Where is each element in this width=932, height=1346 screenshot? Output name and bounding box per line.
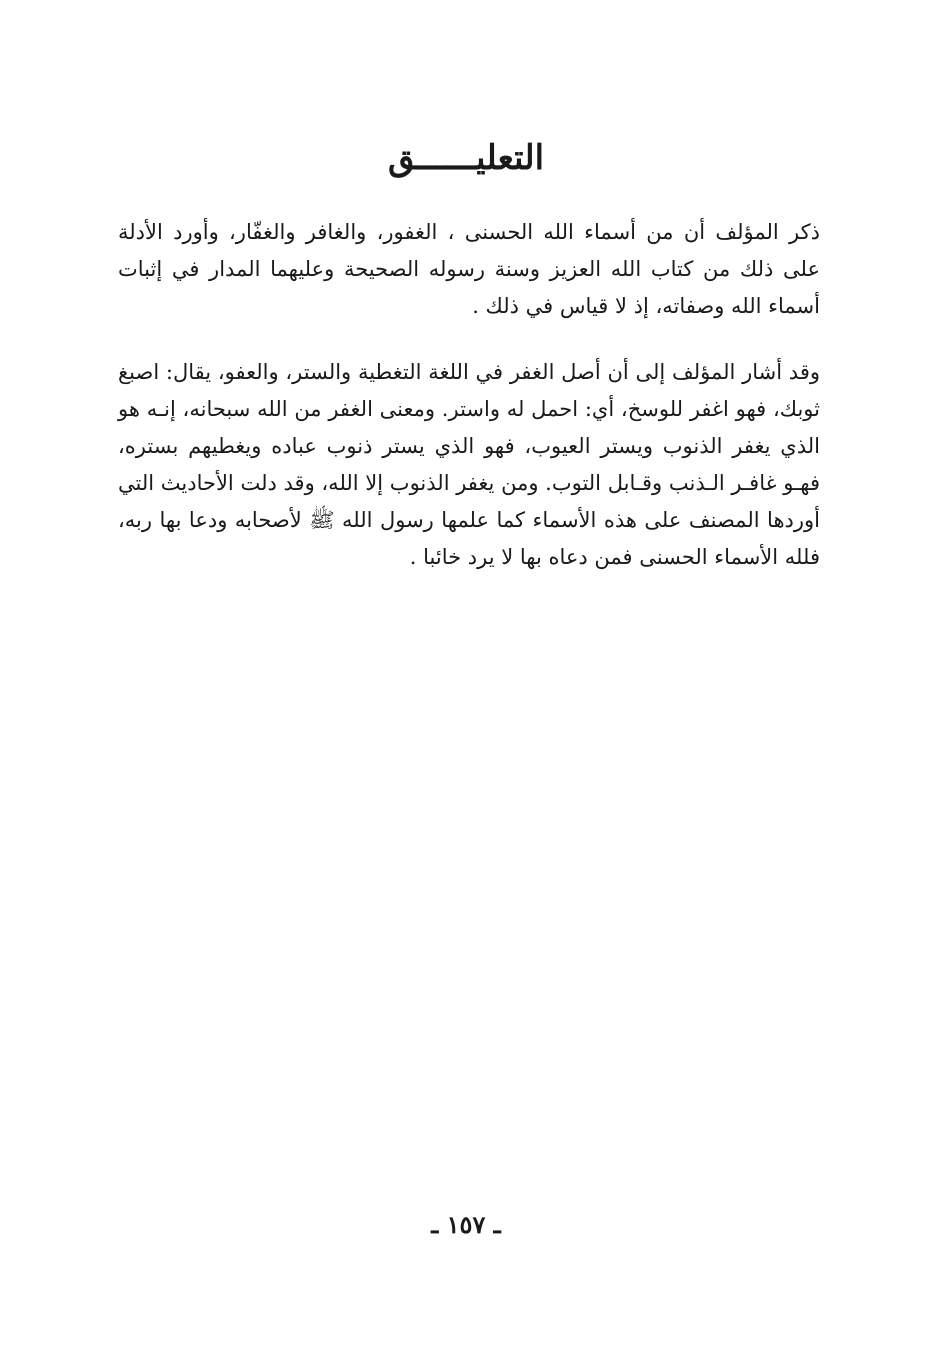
paragraph-1: ذكر المؤلف أن من أسماء الله الحسنى ، الغفور، والغافر والغفّار، وأورد الأدلة على ذلك من كتاب الله العزيز وسنة رسوله الصحيحة وعليهما المدار في إثبات أسماء الله وصفاته، إذ لا قياس في ذلك .	[118, 220, 820, 318]
page-number: ـ ١٥٧ ـ	[431, 1210, 501, 1239]
page-title: التعليــــــق	[387, 138, 545, 178]
paragraph-2: وقد أشار المؤلف إلى أن أصل الغفر في اللغة التغطية والستر، والعفو، يقال: اصبغ ثوبك، فهو اغفر للوسخ، أي: احمل له واستر. ومعنى الغفر من الله سبحانه، إنـه هو الذي يغفر الذنوب ويستر العيوب، فهو الذي يستر ذنوب عباده ويغطيهم بستره، فهـو غافـر الـذنب وقـابل التوب. ومن يغفر الذنوب إلا الله، وقد دلت الأحاديث التي أوردها المصنف على هذه الأسماء كما علمها رسول الله ﷺ لأصحابه ودعا بها ربه، فلله الأسماء الحسنى فمن دعاه بها لا يرد خائبا .	[118, 360, 820, 569]
